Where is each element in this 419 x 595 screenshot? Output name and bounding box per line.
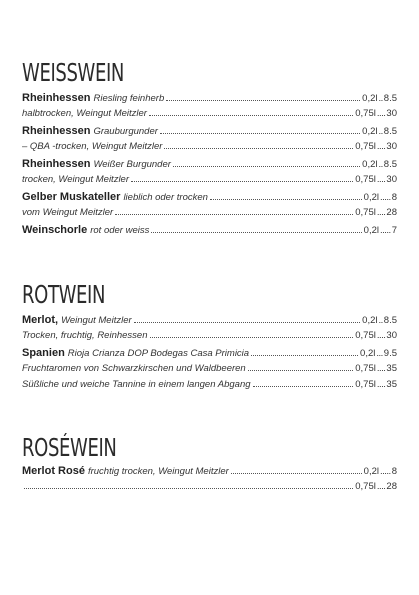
- wine-name: Rheinhessen: [22, 125, 91, 137]
- wine-description: – QBA -trocken, Weingut Meitzler: [22, 141, 163, 152]
- wine-description: lieblich oder trocken: [123, 192, 208, 203]
- serving-size: 0,75l: [355, 108, 376, 119]
- price-leader: ..: [378, 159, 383, 170]
- price-leader: ....: [376, 174, 386, 185]
- price: 30: [386, 330, 397, 341]
- serving-size: 0,2l: [363, 225, 379, 236]
- price: 8: [391, 466, 397, 477]
- serving-size: 0,2l: [362, 315, 378, 326]
- price-leader: ....: [376, 330, 386, 341]
- dot-leader: [166, 99, 360, 101]
- price: 35: [386, 379, 397, 390]
- serving-size: 0,2l: [362, 126, 378, 137]
- serving-size: 0,2l: [362, 93, 378, 104]
- menu-item-line: [22, 481, 397, 493]
- menu-item-line: [22, 158, 397, 171]
- wine-description: vom Weingut Meitzler: [22, 207, 114, 218]
- dot-leader: [164, 147, 353, 149]
- dot-leader: [151, 231, 361, 233]
- dot-leader: [24, 487, 353, 489]
- wine-description: Riesling feinherb: [93, 93, 165, 104]
- menu-item-line: [22, 92, 397, 105]
- menu-item-line: [22, 224, 397, 237]
- serving-size: 0,2l: [363, 192, 379, 203]
- menu-item-line: [22, 141, 397, 153]
- price: 8.5: [383, 126, 397, 137]
- price: 30: [386, 174, 397, 185]
- serving-size: 0,75l: [355, 330, 376, 341]
- price-leader: ....: [376, 108, 386, 119]
- dot-leader: [160, 132, 360, 134]
- serving-size: 0,2l: [362, 159, 378, 170]
- serving-size: 0,75l: [355, 379, 376, 390]
- price-leader: .....: [380, 225, 391, 236]
- price: 8.5: [383, 93, 397, 104]
- wine-description: rot oder weiss: [90, 225, 150, 236]
- wine-description: Süßliche und weiche Tannine in einem langen Abgang: [22, 379, 251, 390]
- dot-leader: [134, 321, 361, 323]
- dot-leader: [210, 198, 362, 200]
- price: 8.5: [383, 315, 397, 326]
- serving-size: 0,75l: [355, 481, 376, 492]
- price-leader: ....: [376, 207, 386, 218]
- menu-item-line: [22, 363, 397, 375]
- section-title-rotwein: ROTWEIN: [22, 280, 106, 309]
- wine-description: Grauburgunder: [93, 126, 158, 137]
- price-leader: ..: [378, 315, 383, 326]
- serving-size: 0,75l: [355, 141, 376, 152]
- wine-description: Trocken, fruchtig, Reinhessen: [22, 330, 148, 341]
- menu-item-line: [22, 465, 397, 478]
- section-title-weisswein: WEISSWEIN: [22, 58, 125, 87]
- price: 8: [391, 192, 397, 203]
- wine-name: Merlot Rosé: [22, 465, 85, 477]
- menu-item-line: [22, 314, 397, 327]
- serving-size: 0,2l: [363, 466, 379, 477]
- wine-description: fruchtig trocken, Weingut Meitzler: [87, 466, 229, 477]
- price: 35: [386, 363, 397, 374]
- dot-leader: [150, 336, 354, 338]
- wine-name: Gelber Muskateller: [22, 191, 121, 203]
- price: 30: [386, 108, 397, 119]
- price-leader: .....: [380, 466, 391, 477]
- dot-leader: [231, 472, 362, 474]
- wine-description: Weißer Burgunder: [93, 159, 171, 170]
- wine-name: Rheinhessen: [22, 158, 91, 170]
- dot-leader: [248, 369, 354, 371]
- wine-name: Rheinhessen: [22, 92, 91, 104]
- dot-leader: [149, 114, 353, 116]
- wine-description: Rioja Crianza DOP Bodegas Casa Primicia: [67, 348, 250, 359]
- wine-description: Fruchtaromen von Schwarzkirschen und Waldbeeren: [22, 363, 246, 374]
- dot-leader: [173, 165, 360, 167]
- price-leader: ....: [376, 481, 386, 492]
- dot-leader: [251, 354, 358, 356]
- wine-name: Weinschorle: [22, 224, 88, 236]
- price: 28: [386, 481, 397, 492]
- menu-item-line: [22, 347, 397, 360]
- dot-leader: [115, 213, 353, 215]
- price: 30: [386, 141, 397, 152]
- price-leader: ..: [378, 93, 383, 104]
- menu-item-line: [22, 207, 397, 219]
- menu-item-line: [22, 191, 397, 204]
- serving-size: 0,75l: [355, 363, 376, 374]
- price-leader: ....: [376, 379, 386, 390]
- price: 7: [391, 225, 397, 236]
- wine-name: Merlot,: [22, 314, 59, 326]
- menu-item-line: [22, 108, 397, 120]
- menu-item-line: [22, 125, 397, 138]
- serving-size: 0,2l: [360, 348, 376, 359]
- price-leader: ...: [376, 348, 383, 359]
- wine-name: Spanien: [22, 347, 65, 359]
- price-leader: ....: [376, 363, 386, 374]
- section-title-rosewein: ROSÉWEIN: [22, 433, 117, 462]
- price-leader: ....: [376, 141, 386, 152]
- wine-description: trocken, Weingut Meitzler: [22, 174, 130, 185]
- dot-leader: [131, 180, 353, 182]
- wine-description: Weingut Meitzler: [61, 315, 132, 326]
- menu-item-line: [22, 174, 397, 186]
- price: 28: [386, 207, 397, 218]
- serving-size: 0,75l: [355, 174, 376, 185]
- price: 8.5: [383, 159, 397, 170]
- price-leader: .....: [380, 192, 391, 203]
- price-leader: ..: [378, 126, 383, 137]
- wine-description: halbtrocken, Weingut Meitzler: [22, 108, 147, 119]
- menu-item-line: [22, 379, 397, 391]
- serving-size: 0,75l: [355, 207, 376, 218]
- menu-item-line: [22, 330, 397, 342]
- dot-leader: [253, 385, 354, 387]
- price: 9.5: [383, 348, 397, 359]
